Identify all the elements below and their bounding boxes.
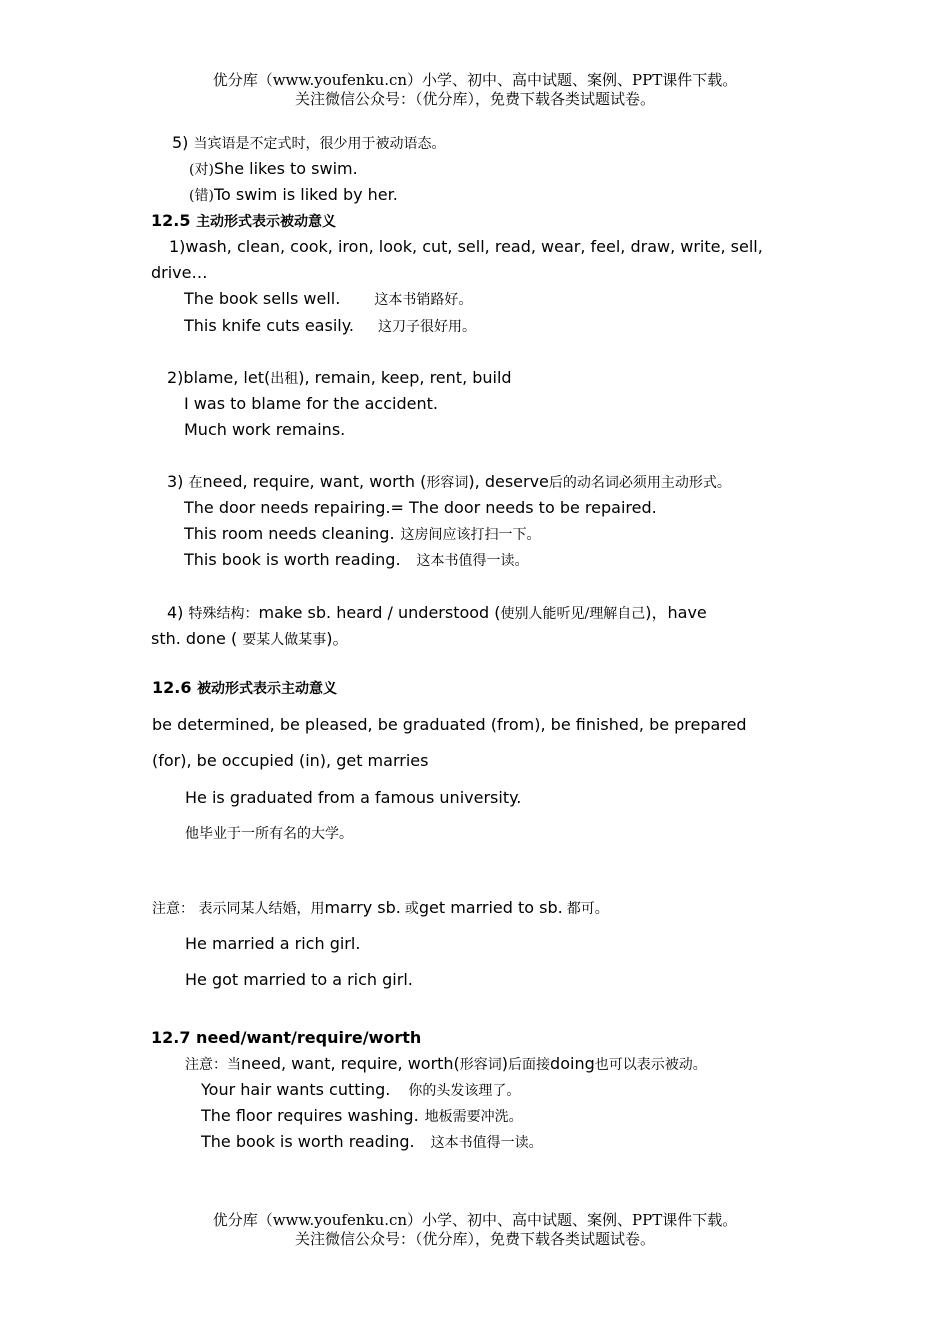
item-3-zh-2: 形容词: [426, 475, 469, 491]
heading-text: 主动形式表示被动意义: [196, 214, 337, 230]
example-cuts: [184, 316, 476, 337]
item-4-part-b: make sb. heard / understood (: [258, 603, 501, 622]
item-5: [172, 133, 446, 154]
example-en: Your hair wants cutting.: [201, 1080, 391, 1099]
item-5-text: 当宾语是不定式时，很少用于被动语态。: [193, 136, 446, 152]
note-en-1: marry sb.: [324, 898, 401, 917]
item-4-line-2: [151, 629, 349, 650]
example-door: The door needs repairing.= The door needs to be repaired.: [184, 498, 657, 517]
example-hair: [201, 1080, 520, 1101]
note-zh-2: 或: [404, 901, 419, 917]
item-2-part-a: 2)blame, let(: [167, 368, 271, 387]
note-zh-4: 也可以表示被动。: [594, 1057, 707, 1073]
item-4-zh-2: 使别人能听见/理解自己: [500, 606, 646, 622]
example-zh: 这本书值得一读。: [416, 553, 529, 569]
item-1-line-1: 1)wash, clean, cook, iron, look, cut, sell, read, wear, feel, draw, write, sell,: [169, 237, 763, 256]
item-3-zh-1: 在: [188, 475, 203, 491]
item-4-number: 4): [167, 603, 189, 622]
example-en: The book is worth reading.: [201, 1132, 415, 1151]
wrong-text: To swim is liked by her.: [213, 185, 398, 204]
note-zh-1: 注意： 表示同某人结婚，用: [152, 901, 325, 917]
item-2-part-b: ), remain, keep, rent, build: [298, 368, 512, 387]
note-en-2: get married to sb.: [418, 898, 563, 917]
item-1-line-2: drive…: [151, 263, 208, 282]
footer-line-1: 优分库（www.youfenku.cn）小学、初中、高中试题、案例、PPT课件下载。: [212, 1211, 738, 1229]
note-en-3: doing: [550, 1054, 595, 1073]
example-zh: 这本书销路好。: [374, 292, 473, 308]
footer-line-2: 关注微信公众号：（优分库），免费下载各类试题试卷。: [294, 1230, 655, 1248]
note-zh-1: 注意：当: [185, 1057, 241, 1073]
item-2-zh: 出租: [270, 371, 299, 387]
example-en: This knife cuts easily.: [184, 316, 354, 335]
example-room: [184, 524, 541, 545]
note-doing: [185, 1054, 707, 1075]
header-line-1: 优分库（www.youfenku.cn）小学、初中、高中试题、案例、PPT课件下载。: [212, 71, 738, 89]
example-zh: 这房间应该打扫一下。: [400, 527, 541, 543]
item-3-part-b: need, require, want, worth (: [202, 472, 427, 491]
item-3-number: 3): [167, 472, 189, 491]
example-got-married: He got married to a rich girl.: [185, 970, 413, 989]
example-zh: 这刀子很好用。: [377, 319, 476, 335]
example-en: This book is worth reading.: [184, 550, 401, 569]
section-12-7-heading: 12.7 need/want/require/worth: [151, 1028, 422, 1047]
example-sells: [184, 289, 472, 310]
note-zh-3: 后面接: [508, 1057, 551, 1073]
example-zh: 地板需要冲洗。: [424, 1109, 523, 1125]
note-en-2: ): [501, 1054, 509, 1073]
example-en: The floor requires washing.: [201, 1106, 419, 1125]
example-floor: [201, 1106, 523, 1127]
correct-text: She likes to swim.: [213, 159, 358, 178]
item-4-line-2-b: )。: [326, 629, 349, 648]
item-3: [167, 472, 731, 493]
example-en: The book sells well.: [184, 289, 341, 308]
note-zh-2: 形容词: [459, 1057, 502, 1073]
item-4-line-2-a: sth. done (: [151, 629, 243, 648]
heading-number: 12.6: [152, 678, 192, 697]
item-4-zh-1: 特殊结构：: [188, 606, 259, 622]
correct-example: [189, 159, 358, 180]
example-graduated-zh: 他毕业于一所有名的大学。: [185, 826, 353, 842]
note-marry: [152, 898, 609, 919]
section-12-6-heading: [152, 678, 337, 699]
heading-text: 被动形式表示主动意义: [197, 681, 338, 697]
example-remains: Much work remains.: [184, 420, 346, 439]
item-3-zh-3: 后的动名词必须用主动形式。: [548, 475, 731, 491]
example-book-worth: [201, 1132, 543, 1153]
note-zh-3: 都可。: [566, 901, 609, 917]
passive-list-line-1: be determined, be pleased, be graduated (from), be finished, be prepared: [152, 715, 747, 734]
header-line-2: 关注微信公众号：（优分库），免费下载各类试题试卷。: [294, 90, 655, 108]
example-zh: 你的头发该理了。: [408, 1083, 521, 1099]
item-4-line-2-zh: 要某人做某事: [242, 632, 327, 648]
item-2: [167, 368, 512, 389]
example-graduated: He is graduated from a famous university.: [185, 788, 522, 807]
wrong-tag: (错): [189, 188, 214, 204]
heading-number: 12.5: [151, 211, 191, 230]
example-en: This room needs cleaning.: [184, 524, 395, 543]
wrong-example: [189, 185, 398, 206]
item-3-part-c: ), deserve: [468, 472, 549, 491]
item-4-part-c: )，have: [645, 603, 707, 622]
item-4-line-1: [167, 603, 707, 624]
section-12-5-heading: [151, 211, 336, 232]
note-en-1: need, want, require, worth(: [241, 1054, 460, 1073]
item-5-number: 5): [172, 133, 189, 152]
example-married: He married a rich girl.: [185, 934, 361, 953]
example-blame: I was to blame for the accident.: [184, 394, 438, 413]
example-worth: [184, 550, 529, 571]
correct-tag: (对): [189, 162, 214, 178]
passive-list-line-2: (for), be occupied (in), get marries: [152, 751, 429, 770]
example-zh: 这本书值得一读。: [430, 1135, 543, 1151]
